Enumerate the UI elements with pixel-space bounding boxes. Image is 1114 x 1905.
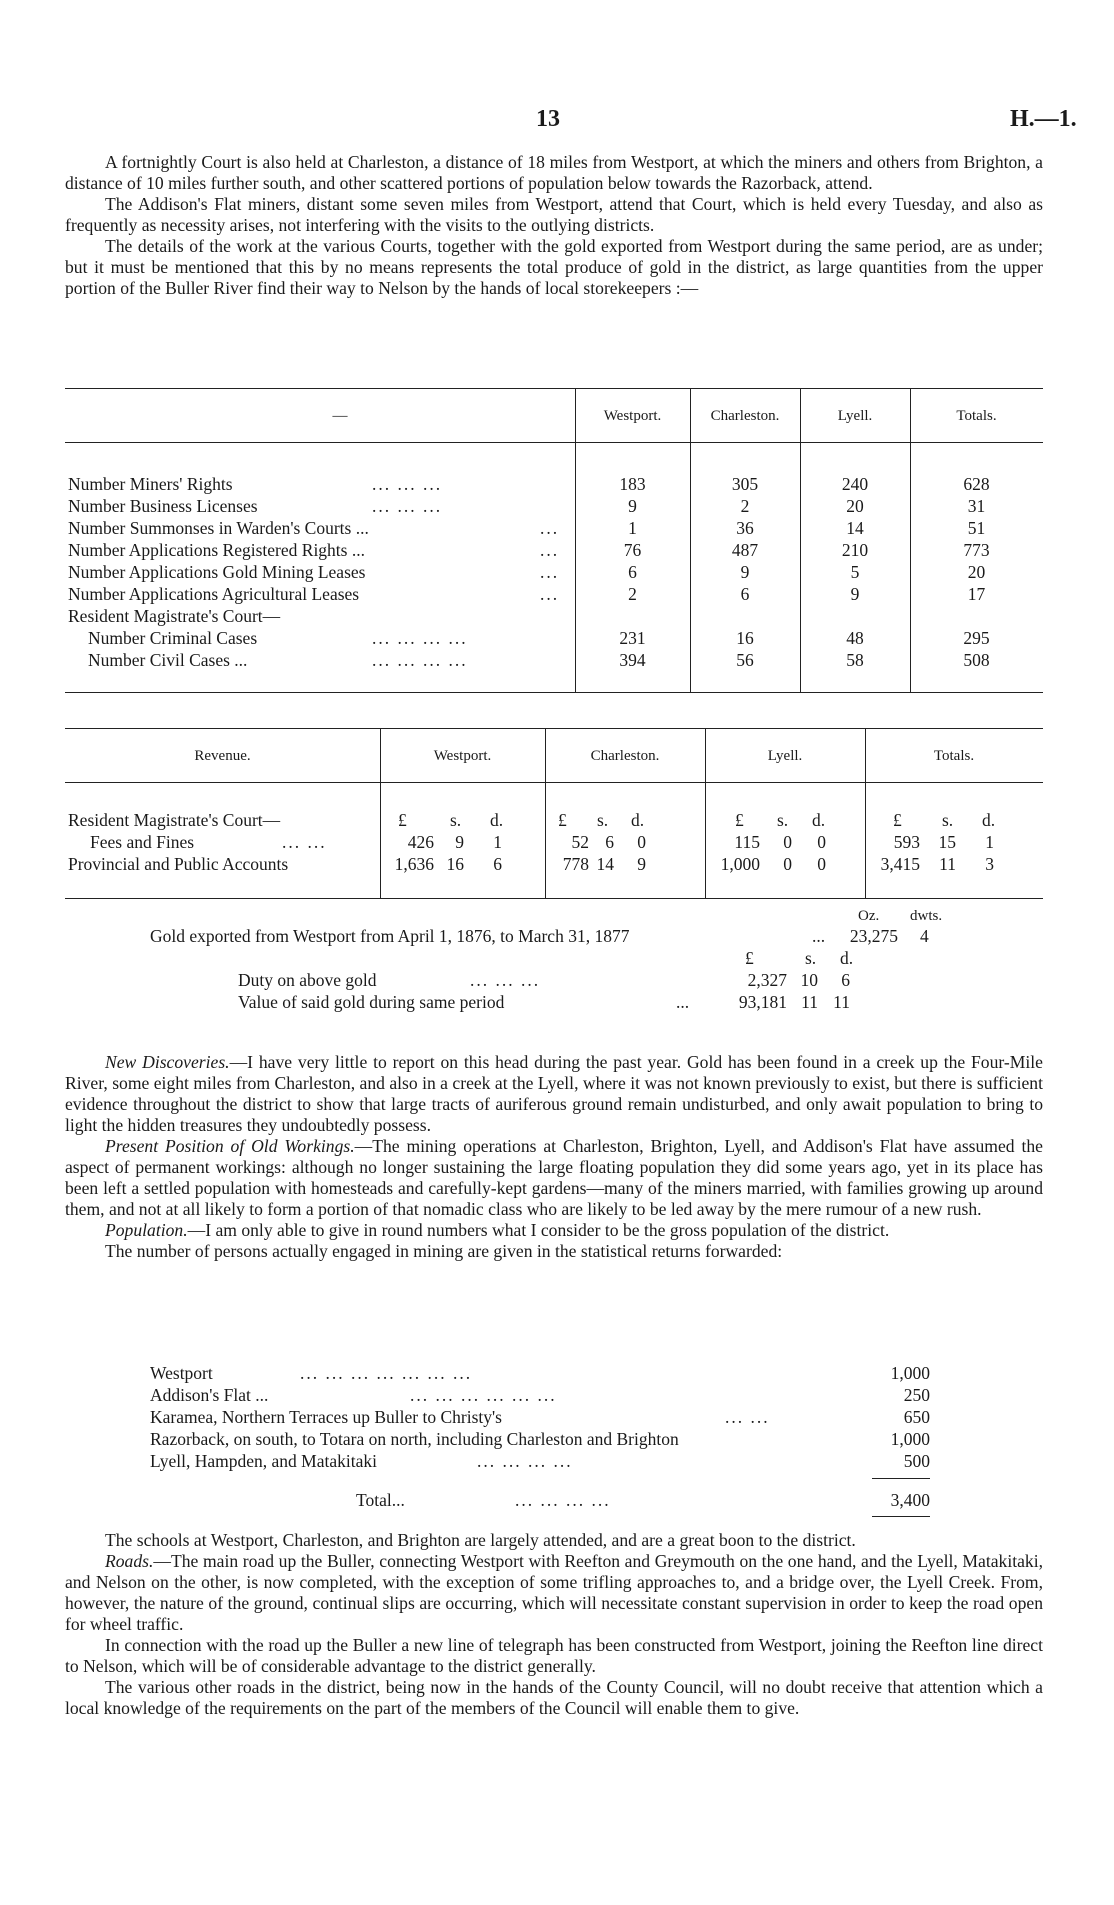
paragraph-population: Population.—I am only able to give in round numbers what I consider to be the gross population of the district. xyxy=(105,1220,890,1240)
currency-shilling: s. xyxy=(777,810,789,830)
gold-exported-label: Gold exported from Westport from April 1, 1876, to March 31, 1877 xyxy=(150,926,630,946)
leader-dots: ... ... ... ... xyxy=(372,650,468,670)
pence-value: 0 xyxy=(637,832,646,852)
column-header-charleston: Charleston. xyxy=(590,748,660,764)
cell-value: 508 xyxy=(963,650,990,670)
currency-pound: £ xyxy=(745,948,754,968)
leader-dots: ... ... ... ... xyxy=(515,1490,611,1510)
currency-pound: £ xyxy=(893,810,902,830)
cell-value: 9 xyxy=(628,496,637,516)
list-item-count: 650 xyxy=(903,1407,930,1427)
cell-value: 773 xyxy=(963,540,990,560)
pounds-value: 1,636 xyxy=(394,854,434,874)
leader-dots: ... ... ... ... xyxy=(477,1451,573,1471)
shillings-value: 0 xyxy=(783,854,792,874)
pounds-value: 115 xyxy=(734,832,760,852)
body-text xyxy=(65,1052,1043,1262)
currency-pence: d. xyxy=(631,810,645,830)
leader-dots: ... ... ... ... ... ... xyxy=(410,1385,557,1405)
row-label: Number Criminal Cases xyxy=(88,628,258,648)
table-rule xyxy=(65,388,1043,389)
currency-pence: d. xyxy=(840,948,854,968)
paragraph-schools: The schools at Westport, Charleston, and Brighton are largely attended, and are a great boon to the district. xyxy=(105,1530,856,1550)
column-header-charleston: Charleston. xyxy=(710,408,780,424)
cell-value: 628 xyxy=(963,474,990,494)
unit-dwts: dwts. xyxy=(910,908,943,924)
cell-value: 76 xyxy=(623,540,642,560)
currency-pound: £ xyxy=(558,810,567,830)
pence-value: 1 xyxy=(493,832,502,852)
table-rule xyxy=(65,728,1043,729)
pence-value: 0 xyxy=(817,832,826,852)
heading-population: Population. xyxy=(105,1220,188,1240)
currency-shilling: s. xyxy=(805,948,817,968)
column-header-revenue: Revenue. xyxy=(194,748,251,764)
row-label: Number Business Licenses xyxy=(68,496,258,516)
leader-dots: ... xyxy=(540,518,560,538)
pence-value: 9 xyxy=(637,854,646,874)
row-label: Number Summonses in Warden's Courts ... xyxy=(68,518,369,538)
cell-value: 210 xyxy=(841,540,869,560)
cell-value: 2 xyxy=(628,584,637,604)
gold-ounces-value: 23,275 xyxy=(849,926,898,946)
pence-value: 3 xyxy=(985,854,994,874)
heading-present-position: Present Position of Old Workings. xyxy=(105,1136,355,1156)
duty-pounds: 2,327 xyxy=(747,970,787,990)
cell-value: 9 xyxy=(850,584,860,604)
duty-pence: 6 xyxy=(841,970,850,990)
list-item-count: 500 xyxy=(903,1451,930,1471)
pounds-value: 1,000 xyxy=(720,854,760,874)
leader-dots: ... xyxy=(812,926,826,946)
shillings-value: 16 xyxy=(446,854,464,874)
cell-value: 36 xyxy=(736,518,754,538)
leader-dots: ... xyxy=(540,562,560,582)
currency-pound: £ xyxy=(398,810,407,830)
pounds-value: 778 xyxy=(562,854,589,874)
column-header-totals: Totals. xyxy=(933,748,975,764)
pounds-value: 52 xyxy=(571,832,589,852)
duty-label: Duty on above gold xyxy=(238,970,377,990)
leader-dots: ... ... xyxy=(725,1407,770,1427)
cell-value: 20 xyxy=(967,562,986,582)
cell-value: 305 xyxy=(731,474,759,494)
pounds-value: 426 xyxy=(407,832,434,852)
cell-value: 14 xyxy=(846,518,864,538)
paragraph-population-intro: The number of persons actually engaged in mining are given in the statistical returns forwarded: xyxy=(105,1241,783,1261)
paragraph-court-details: The details of the work at the various Courts, together with the gold exported from Westport during the same period, are as under; but it must be mentioned that this by no means represents the total produce of gold in the district, as large quantities from the upper portion of the Buller River find their way to Nelson by the hands of local storekeepers :— xyxy=(65,236,1043,298)
closing-text xyxy=(65,1530,1043,1719)
column-header-blank: — xyxy=(332,408,348,424)
unit-ounces: Oz. xyxy=(858,908,880,924)
cell-value: 487 xyxy=(731,540,759,560)
cell-value: 394 xyxy=(619,650,646,670)
pounds-value: 593 xyxy=(893,832,920,852)
row-label: Number Applications Registered Rights ... xyxy=(68,540,365,560)
currency-pence: d. xyxy=(812,810,826,830)
column-header-westport: Westport. xyxy=(433,748,492,764)
duty-shillings: 10 xyxy=(800,970,818,990)
list-item-count: 1,000 xyxy=(890,1363,930,1383)
paragraph-charleston-court: A fortnightly Court is also held at Charleston, a distance of 18 miles from Westport, at which the miners and others from Brighton, a distance of 10 miles further south, and other scattered portions of population below towards the Razorback, attend. xyxy=(65,152,1043,193)
paragraph-present-position: Present Position of Old Workings.—The mining operations at Charleston, Brighton, Lyell, and Addison's Flat have assumed the aspect of permanent workings: although no longer sustaining the large floating population they did some years ago, yet in its place has been left a settled population with homesteads and carefully-kept gardens—many of the miners married, with families growing up around them, and not at all likely to form a portion of that nomadic class who are likely to be led away by the mere rumour of a new rush. xyxy=(65,1136,1043,1219)
intro-text xyxy=(65,152,1043,299)
page-number: 13 xyxy=(536,106,560,132)
pounds-value: 3,415 xyxy=(880,854,920,874)
cell-value: 16 xyxy=(736,628,754,648)
cell-value: 231 xyxy=(619,628,646,648)
cell-value: 6 xyxy=(628,562,637,582)
list-item-place: Karamea, Northern Terraces up Buller to Christy's xyxy=(150,1407,502,1427)
shillings-value: 11 xyxy=(939,854,956,874)
leader-dots: ... ... xyxy=(282,832,327,852)
shillings-value: 6 xyxy=(605,832,614,852)
currency-shilling: s. xyxy=(942,810,954,830)
paragraph-other-roads: The various other roads in the district, being now in the hands of the County Council, will no doubt receive that attention which a local knowledge of the requirements on the part of the members of the Council will enable them to give. xyxy=(65,1677,1043,1718)
heading-roads: Roads. xyxy=(105,1551,154,1571)
currency-shilling: s. xyxy=(597,810,609,830)
list-item-place: Westport xyxy=(150,1363,213,1383)
list-item-place: Lyell, Hampden, and Matakitaki xyxy=(150,1451,377,1471)
currency-pound: £ xyxy=(735,810,744,830)
leader-dots: ... xyxy=(540,584,560,604)
gold-dwts-value: 4 xyxy=(920,926,929,946)
table-rule xyxy=(65,782,1043,783)
value-label: Value of said gold during same period xyxy=(238,992,505,1012)
pence-value: 1 xyxy=(985,832,994,852)
currency-pence: d. xyxy=(982,810,996,830)
cell-value: 20 xyxy=(846,496,864,516)
leader-dots: ... xyxy=(540,540,560,560)
cell-value: 31 xyxy=(967,496,986,516)
leader-dots: ... ... ... ... ... ... ... xyxy=(300,1363,473,1383)
table-rule xyxy=(65,898,1043,899)
column-header-totals: Totals. xyxy=(956,408,997,424)
column-header-lyell: Lyell. xyxy=(837,408,873,424)
shillings-value: 14 xyxy=(596,854,614,874)
cell-value: 1 xyxy=(628,518,637,538)
cell-value: 295 xyxy=(963,628,990,648)
row-label: Number Miners' Rights xyxy=(68,474,233,494)
sum-rule xyxy=(872,1516,930,1517)
row-label: Number Civil Cases ... xyxy=(88,650,248,670)
row-label: Number Applications Gold Mining Leases xyxy=(68,562,366,582)
cell-value: 5 xyxy=(850,562,860,582)
cell-value: 6 xyxy=(740,584,750,604)
currency-shilling: s. xyxy=(450,810,462,830)
paragraph-new-discoveries: New Discoveries.—I have very little to report on this head during the past year. Gold has been found in a creek up the Four-Mile River, some eight miles from Charleston, and also in a creek at the Lyell, where it was not known previously to exist, but there is sufficient evidence throughout the district to show that large tracts of auriferous ground remain undisturbed, and only await population to bring to light the hidden treasures they undoubtedly possess. xyxy=(65,1052,1043,1135)
pence-value: 0 xyxy=(817,854,826,874)
cell-value: 48 xyxy=(846,628,864,648)
cell-value: 2 xyxy=(740,496,750,516)
shillings-value: 0 xyxy=(783,832,792,852)
leader-dots: ... ... ... xyxy=(470,970,541,990)
list-item-place: Addison's Flat ... xyxy=(150,1385,269,1405)
total-label: Total... xyxy=(356,1490,405,1510)
column-header-lyell: Lyell. xyxy=(767,748,803,764)
list-item-count: 250 xyxy=(903,1385,930,1405)
shillings-value: 9 xyxy=(455,832,464,852)
cell-value: 51 xyxy=(967,518,986,538)
leader-dots: ... ... ... xyxy=(372,474,443,494)
table-rule xyxy=(65,692,1043,693)
heading-new-discoveries: New Discoveries. xyxy=(105,1052,230,1072)
leader-dots: ... ... ... ... xyxy=(372,628,468,648)
row-label: Resident Magistrate's Court— xyxy=(68,606,281,626)
paragraph-addisons-flat: The Addison's Flat miners, distant some seven miles from Westport, attend that Court, which is held every Tuesday, and also as frequently as necessity arises, not interfering with the visits to the outlying districts. xyxy=(65,194,1043,235)
paragraph-telegraph: In connection with the road up the Buller a new line of telegraph has been constructed from Westport, joining the Reefton line direct to Nelson, which will be of considerable advantage to the district generally. xyxy=(65,1635,1043,1676)
value-pounds: 93,181 xyxy=(738,992,787,1012)
paragraph-roads: Roads.—The main road up the Buller, connecting Westport with Reefton and Greymouth on the one hand, and the Lyell, Matakitaki, and Nelson on the other, is now completed, with the exception of some trifling approaches to, and a bridge over, the Lyell Creek. From, however, the nature of the ground, continual slips are occurring, which will necessitate constant supervision in order to keep the road open for wheel traffic. xyxy=(65,1551,1043,1634)
table-rule xyxy=(65,442,1043,443)
column-header-westport: Westport. xyxy=(603,408,662,424)
sum-rule xyxy=(872,1478,930,1479)
row-label: Number Applications Agricultural Leases xyxy=(68,584,360,604)
value-pence: 11 xyxy=(833,992,850,1012)
cell-value: 240 xyxy=(841,474,869,494)
cell-value: 9 xyxy=(740,562,750,582)
currency-pence: d. xyxy=(490,810,504,830)
leader-dots: ... xyxy=(676,992,690,1012)
total-count: 3,400 xyxy=(890,1490,930,1510)
cell-value: 56 xyxy=(736,650,754,670)
pence-value: 6 xyxy=(493,854,502,874)
value-shillings: 11 xyxy=(801,992,818,1012)
document-code: H.—1. xyxy=(1010,106,1077,132)
row-label: Provincial and Public Accounts xyxy=(68,854,289,874)
shillings-value: 15 xyxy=(938,832,956,852)
list-item-count: 1,000 xyxy=(890,1429,930,1449)
list-item-place: Razorback, on south, to Totara on north, including Charleston and Brighton xyxy=(150,1429,679,1449)
cell-value: 58 xyxy=(846,650,864,670)
leader-dots: ... ... ... xyxy=(372,496,443,516)
row-label: Resident Magistrate's Court— xyxy=(68,810,281,830)
row-label: Fees and Fines xyxy=(90,832,195,852)
cell-value: 17 xyxy=(967,584,986,604)
cell-value: 183 xyxy=(619,474,646,494)
